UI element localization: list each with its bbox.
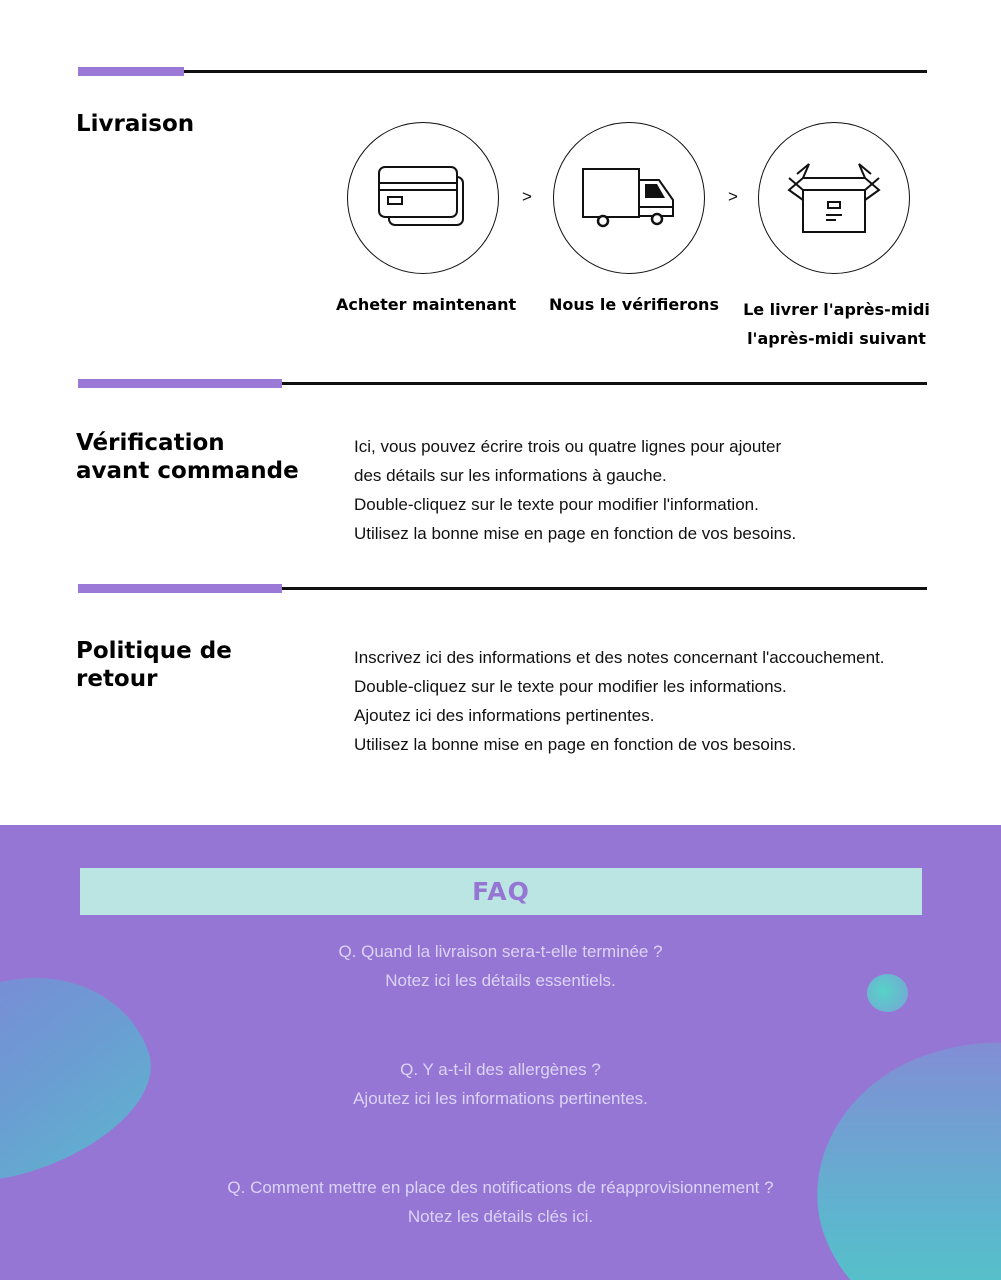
step-label-line: Le livrer l'après-midi (743, 300, 930, 319)
body-line: Ici, vous pouvez écrire trois ou quatre lignes pour ajouter (354, 437, 782, 456)
delivery-truck-icon (581, 166, 677, 230)
divider-accent (78, 584, 282, 593)
returns-body (354, 643, 885, 759)
faq-answer: Ajoutez ici les informations pertinentes. (353, 1089, 648, 1108)
step-deliver-circle (758, 122, 910, 274)
body-line: Utilisez la bonne mise en page en fonction de vos besoins. (354, 735, 797, 754)
faq-question: Q. Y a-t-il des allergènes ? (400, 1060, 601, 1079)
faq-answer: Notez ici les détails essentiels. (385, 971, 616, 990)
faq-answer: Notez les détails clés ici. (407, 1207, 594, 1226)
returns-title: Politique de retour (76, 638, 232, 692)
step-verify-circle (553, 122, 705, 274)
step-label-line: l'après-midi suivant (747, 329, 926, 348)
step-deliver-label (740, 295, 933, 353)
open-box-icon (785, 160, 883, 236)
verification-body (354, 432, 796, 548)
section-divider-delivery (78, 67, 927, 76)
body-line: Ajoutez ici des informations pertinentes. (354, 706, 655, 725)
step-buy-label (336, 290, 516, 319)
body-line: Inscrivez ici des informations et des notes concernant l'accouchement. (354, 648, 885, 667)
faq-item (0, 1055, 1001, 1113)
faq-question: Q. Quand la livraison sera-t-elle terminée ? (338, 942, 663, 961)
verification-title: Vérification avant commande (76, 430, 299, 484)
body-line: Double-cliquez sur le texte pour modifier l'information. (354, 495, 759, 514)
step-verify-label (544, 290, 724, 319)
divider-line (282, 382, 927, 385)
divider-line (282, 587, 927, 590)
faq-question: Q. Comment mettre en place des notifications de réapprovisionnement ? (227, 1178, 774, 1197)
divider-line (184, 70, 927, 73)
faq-item (0, 1173, 1001, 1231)
step-label-text: Nous le vérifierons (549, 295, 719, 314)
step-label-text: Acheter maintenant (336, 295, 517, 314)
faq-title: FAQ (472, 877, 530, 906)
divider-accent (78, 379, 282, 388)
divider-accent (78, 67, 184, 76)
credit-card-icon (377, 165, 469, 231)
body-line: Double-cliquez sur le texte pour modifier les informations. (354, 677, 787, 696)
delivery-title: Livraison (76, 111, 195, 137)
body-line: Utilisez la bonne mise en page en fonction de vos besoins. (354, 524, 797, 543)
faq-banner (80, 868, 922, 915)
step-separator: > (728, 187, 738, 206)
section-divider-returns (78, 584, 927, 593)
step-buy-circle (347, 122, 499, 274)
faq-item (0, 937, 1001, 995)
step-separator: > (522, 187, 532, 206)
body-line: des détails sur les informations à gauche. (354, 466, 667, 485)
section-divider-verification (78, 379, 927, 388)
decorative-blob (778, 999, 1001, 1280)
faq-section (0, 825, 1001, 1280)
